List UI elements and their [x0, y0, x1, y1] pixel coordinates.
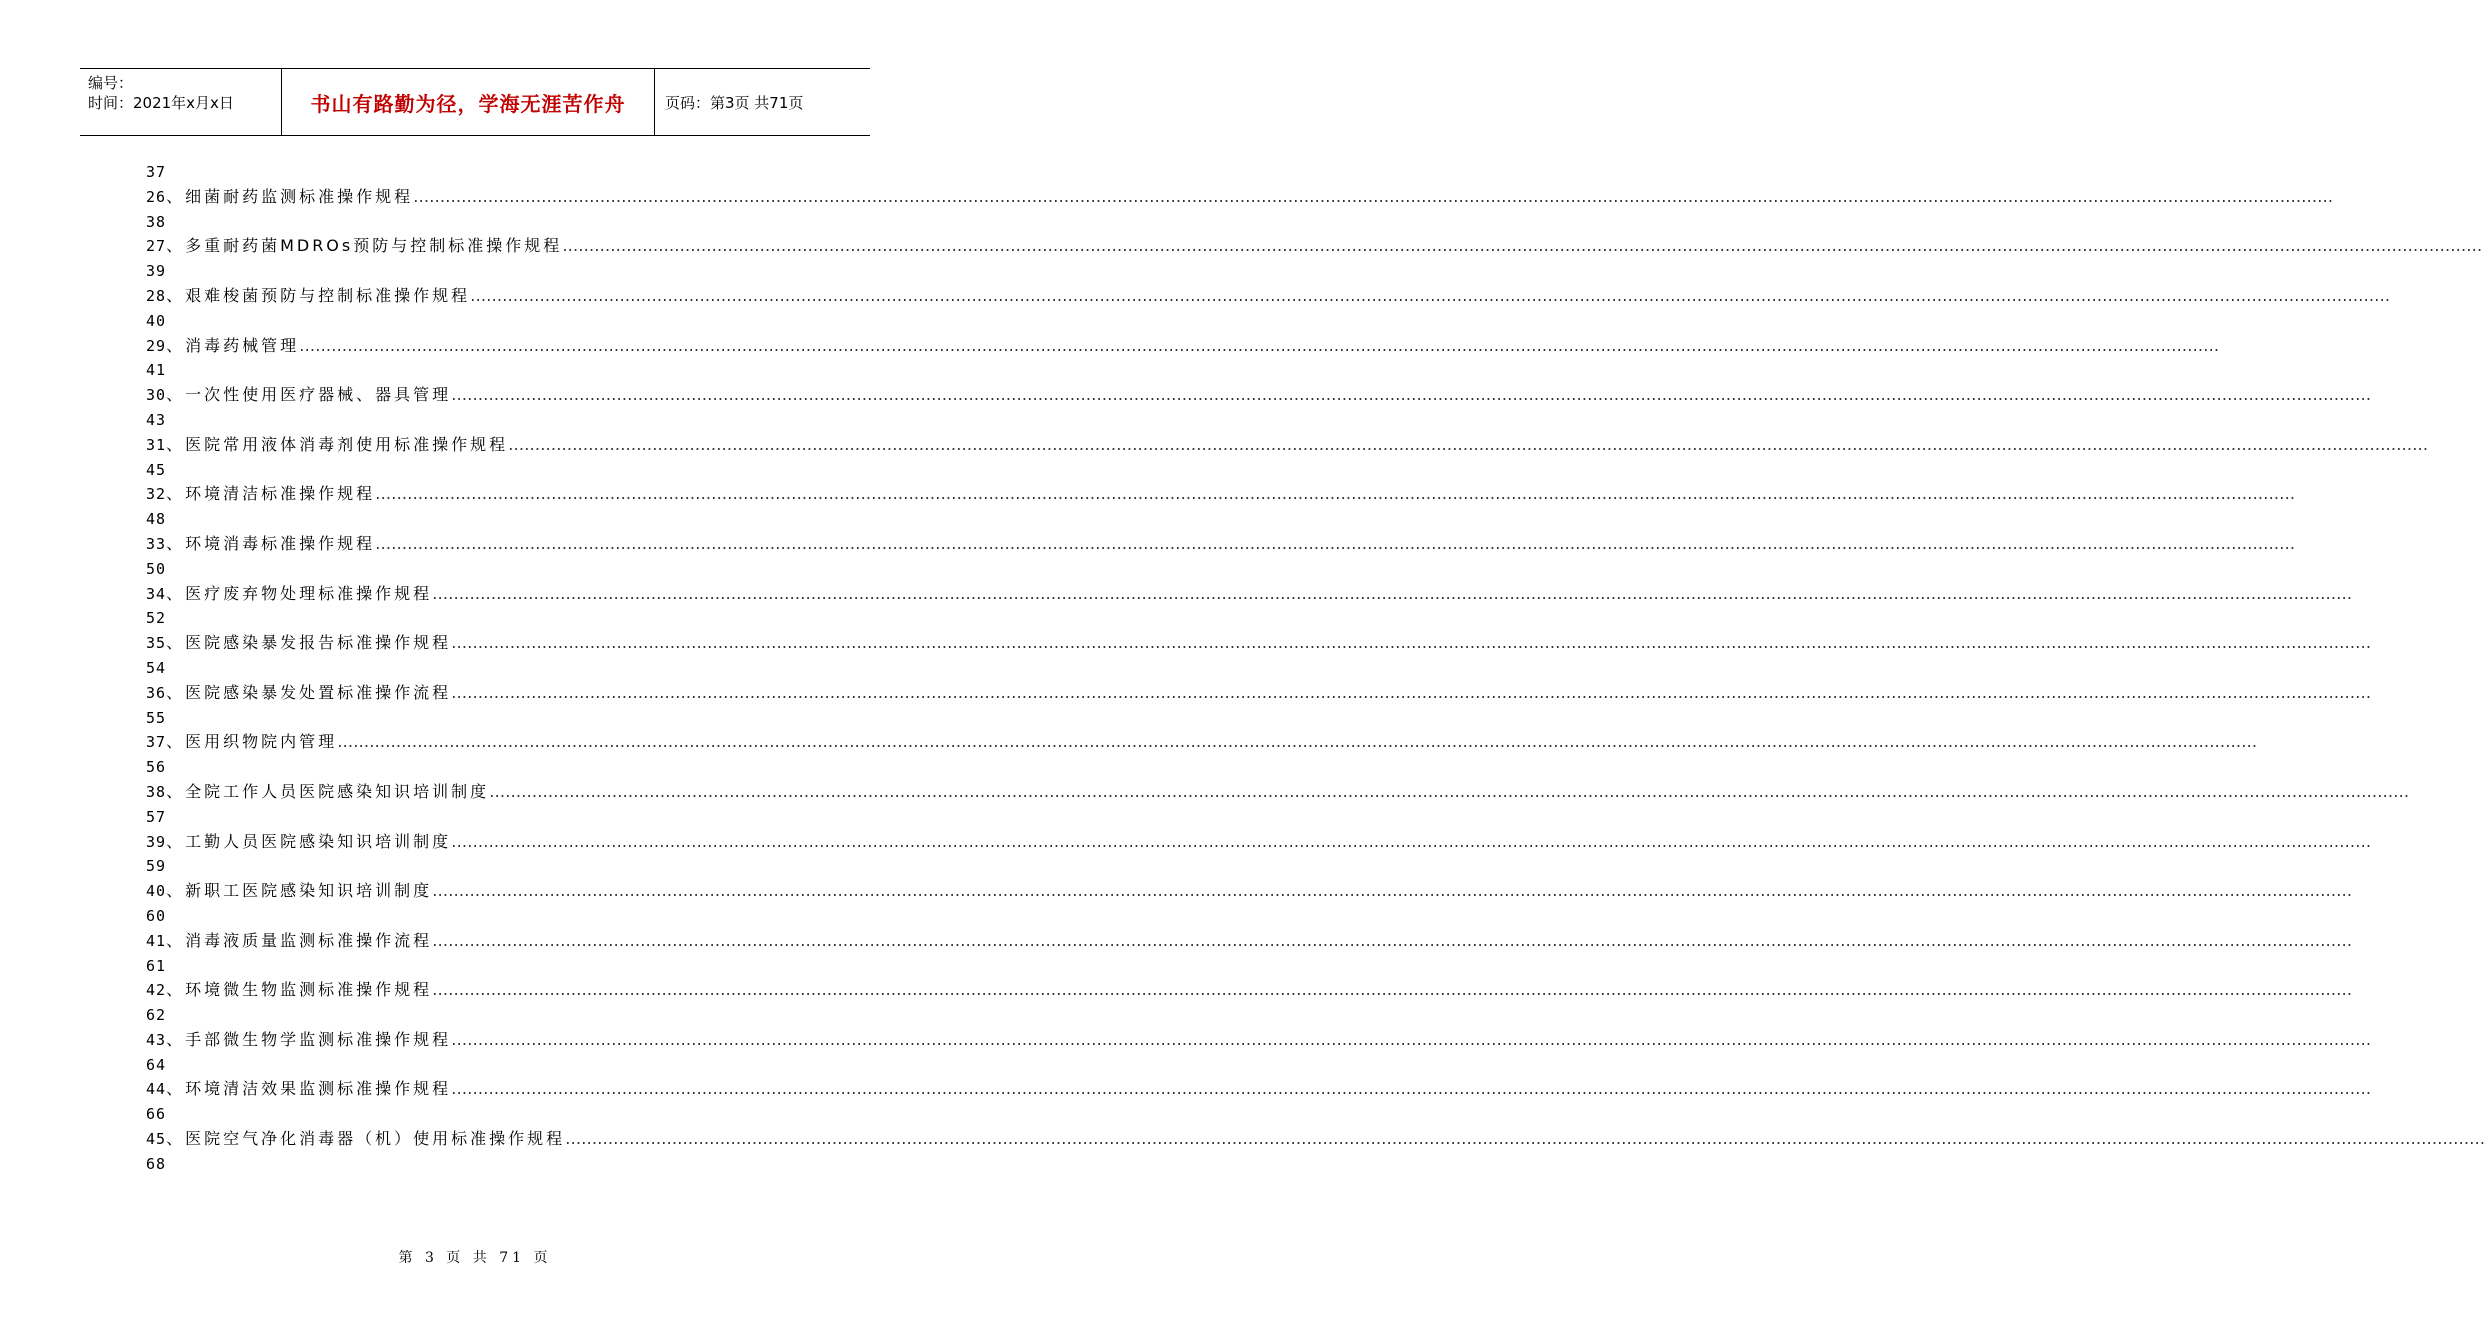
header-meta — [80, 69, 282, 135]
toc-page-number: 56 — [146, 758, 167, 777]
toc-entry[interactable] — [146, 482, 2296, 507]
header-page-label: 页码：第3页 共71页 — [665, 93, 804, 112]
toc-entry[interactable] — [146, 1127, 2485, 1152]
toc-entry[interactable] — [146, 582, 2353, 607]
toc-entry[interactable] — [146, 234, 2483, 259]
toc-page-number: 68 — [146, 1154, 167, 1173]
toc-entry-number: 27 — [146, 237, 167, 256]
toc-dot-leader: ……………………………………………………………………………………………………………………………………………………………………………………………………………………………………………………………………………………………………………………………… — [470, 285, 2391, 305]
toc-page-number: 57 — [146, 807, 167, 826]
toc-entry-number: 29 — [146, 336, 167, 355]
toc-dot-leader: ……………………………………………………………………………………………………………………………………………………………………………………………………………………………………………………………………………………………………………………………… — [565, 1129, 2485, 1149]
toc-dot-leader: ……………………………………………………………………………………………………………………………………………………………………………………………………………………………………………………………………………………………………………………………… — [299, 335, 2220, 355]
header-number-label: 编号： — [88, 74, 134, 92]
toc-dot-leader: ……………………………………………………………………………………………………………………………………………………………………………………………………………………………………………………………………………………………………………………………… — [337, 732, 2258, 752]
toc-entry-title: 、消毒药械管理 — [166, 335, 300, 355]
table-of-contents — [146, 160, 2485, 1177]
toc-entry-title: 、一次性使用医疗器械、器具管理 — [166, 385, 452, 405]
toc-page-number: 64 — [146, 1055, 167, 1074]
toc-dot-leader: ……………………………………………………………………………………………………………………………………………………………………………………………………………………………………………………………………………………………………………………………… — [451, 1079, 2372, 1099]
toc-entry-title: 、医院常用液体消毒剂使用标准操作规程 — [166, 434, 509, 454]
toc-page-number: 45 — [146, 460, 167, 479]
toc-entry[interactable] — [146, 978, 2353, 1003]
toc-page-number: 41 — [146, 361, 167, 380]
toc-dot-leader: ……………………………………………………………………………………………………………………………………………………………………………………………………………………………………………………………………………………………………………………………… — [432, 583, 2353, 603]
toc-entry[interactable] — [146, 334, 2220, 359]
toc-entry-title: 、医院感染暴发报告标准操作规程 — [166, 633, 452, 653]
toc-entry-number: 37 — [146, 733, 167, 752]
toc-entry-title: 、环境微生物监测标准操作规程 — [166, 980, 433, 1000]
toc-dot-leader: ……………………………………………………………………………………………………………………………………………………………………………………………………………………………………………………………………………………………………………………………… — [375, 533, 2296, 553]
toc-entry[interactable] — [146, 929, 2353, 954]
toc-dot-leader: ……………………………………………………………………………………………………………………………………………………………………………………………………………………………………………………………………………………………………………………………… — [432, 881, 2353, 901]
toc-entry-number: 45 — [146, 1130, 167, 1149]
toc-dot-leader: ……………………………………………………………………………………………………………………………………………………………………………………………………………………………………………………………………………………………………………………………… — [562, 236, 2483, 256]
toc-page-number: 43 — [146, 410, 167, 429]
toc-entry-number: 40 — [146, 882, 167, 901]
toc-entry-number: 30 — [146, 386, 167, 405]
toc-dot-leader: ……………………………………………………………………………………………………………………………………………………………………………………………………………………………………………………………………………………………………………………………… — [432, 930, 2353, 950]
toc-first-page-number: 37 — [146, 163, 167, 181]
toc-page-number: 52 — [146, 609, 167, 628]
toc-page-number: 50 — [146, 559, 167, 578]
toc-entry-number: 34 — [146, 584, 167, 603]
toc-entry[interactable] — [146, 830, 2372, 855]
toc-entry-number: 42 — [146, 981, 167, 1000]
page-footer: 第 3 页 共 71 页 — [398, 1250, 552, 1266]
toc-entry[interactable] — [146, 433, 2429, 458]
toc-page-number: 40 — [146, 311, 167, 330]
toc-entry-title: 、环境消毒标准操作规程 — [166, 533, 376, 553]
toc-dot-leader: ……………………………………………………………………………………………………………………………………………………………………………………………………………………………………………………………………………………………………………………………… — [451, 385, 2372, 405]
toc-entry-title: 、手部微生物学监测标准操作规程 — [166, 1029, 452, 1049]
toc-entry-title: 、医院空气净化消毒器（机）使用标准操作规程 — [166, 1129, 566, 1149]
toc-page-number: 61 — [146, 956, 167, 975]
toc-entry-title: 、医疗废弃物处理标准操作规程 — [166, 583, 433, 603]
toc-entry[interactable] — [146, 780, 2410, 805]
toc-entry-number: 32 — [146, 485, 167, 504]
toc-entry[interactable] — [146, 681, 2372, 706]
toc-entry[interactable] — [146, 284, 2391, 309]
toc-page-number: 48 — [146, 510, 167, 529]
toc-entry-title: 、艰难梭菌预防与控制标准操作规程 — [166, 285, 471, 305]
toc-entry-number: 36 — [146, 683, 167, 702]
toc-entry-title: 、工勤人员医院感染知识培训制度 — [166, 831, 452, 851]
toc-entry-number: 33 — [146, 534, 167, 553]
toc-entry-number: 31 — [146, 435, 167, 454]
toc-page-number: 39 — [146, 262, 167, 281]
toc-page-number: 66 — [146, 1105, 167, 1124]
toc-entry-number: 35 — [146, 634, 167, 653]
toc-entry-number: 28 — [146, 286, 167, 305]
toc-entry-title: 、消毒液质量监测标准操作流程 — [166, 930, 433, 950]
toc-entry[interactable] — [146, 185, 2334, 210]
toc-entry-title: 、全院工作人员医院感染知识培训制度 — [166, 781, 490, 801]
toc-entry[interactable] — [146, 879, 2353, 904]
toc-dot-leader: ……………………………………………………………………………………………………………………………………………………………………………………………………………………………………………………………………………………………………………………………… — [451, 1029, 2372, 1049]
toc-entry[interactable] — [146, 383, 2372, 408]
toc-page-number: 62 — [146, 1006, 167, 1025]
toc-entry-title: 、医用织物院内管理 — [166, 732, 338, 752]
toc-dot-leader: ……………………………………………………………………………………………………………………………………………………………………………………………………………………………………………………………………………………………………………………………… — [451, 682, 2372, 702]
header-time-label: 时间：2021年x月x日 — [88, 94, 234, 112]
toc-entry-number: 38 — [146, 782, 167, 801]
toc-dot-leader: ……………………………………………………………………………………………………………………………………………………………………………………………………………………………………………………………………………………………………………………………… — [432, 980, 2353, 1000]
toc-dot-leader: ……………………………………………………………………………………………………………………………………………………………………………………………………………………………………………………………………………………………………………………………… — [508, 434, 2429, 454]
toc-entry[interactable] — [146, 1077, 2372, 1102]
toc-page-number: 54 — [146, 658, 167, 677]
page-header — [80, 68, 870, 136]
toc-entry-number: 43 — [146, 1030, 167, 1049]
toc-page-number: 59 — [146, 857, 167, 876]
header-motto: 书山有路勤为径，学海无涯苦作舟 — [282, 69, 655, 135]
toc-entry-number: 41 — [146, 931, 167, 950]
toc-entry[interactable] — [146, 631, 2372, 656]
toc-page-number: 38 — [146, 212, 167, 231]
toc-entry-title: 、环境清洁标准操作规程 — [166, 484, 376, 504]
toc-dot-leader: ……………………………………………………………………………………………………………………………………………………………………………………………………………………………………………………………………………………………………………………………… — [451, 633, 2372, 653]
toc-entry-title: 、多重耐药菌MDROs预防与控制标准操作规程 — [166, 236, 563, 256]
toc-entry[interactable] — [146, 730, 2258, 755]
toc-dot-leader: ……………………………………………………………………………………………………………………………………………………………………………………………………………………………………………………………………………………………………………………………… — [451, 831, 2372, 851]
toc-entry-title: 、医院感染暴发处置标准操作流程 — [166, 682, 452, 702]
toc-entry-title: 、环境清洁效果监测标准操作规程 — [166, 1079, 452, 1099]
toc-entry-number: 26 — [146, 187, 167, 206]
toc-entry[interactable] — [146, 532, 2296, 557]
toc-page-number: 60 — [146, 906, 167, 925]
toc-dot-leader: ……………………………………………………………………………………………………………………………………………………………………………………………………………………………………………………………………………………………………………………………… — [489, 781, 2410, 801]
toc-entry[interactable] — [146, 1028, 2372, 1053]
toc-dot-leader: ……………………………………………………………………………………………………………………………………………………………………………………………………………………………………………………………………………………………………………………………… — [375, 484, 2296, 504]
toc-dot-leader: ……………………………………………………………………………………………………………………………………………………………………………………………………………………………………………………………………………………………………………………………… — [413, 186, 2334, 206]
toc-entry-title: 、细菌耐药监测标准操作规程 — [166, 186, 414, 206]
toc-entry-number: 39 — [146, 832, 167, 851]
toc-entry-number: 44 — [146, 1080, 167, 1099]
toc-page-number: 55 — [146, 708, 167, 727]
toc-entry-title: 、新职工医院感染知识培训制度 — [166, 881, 433, 901]
